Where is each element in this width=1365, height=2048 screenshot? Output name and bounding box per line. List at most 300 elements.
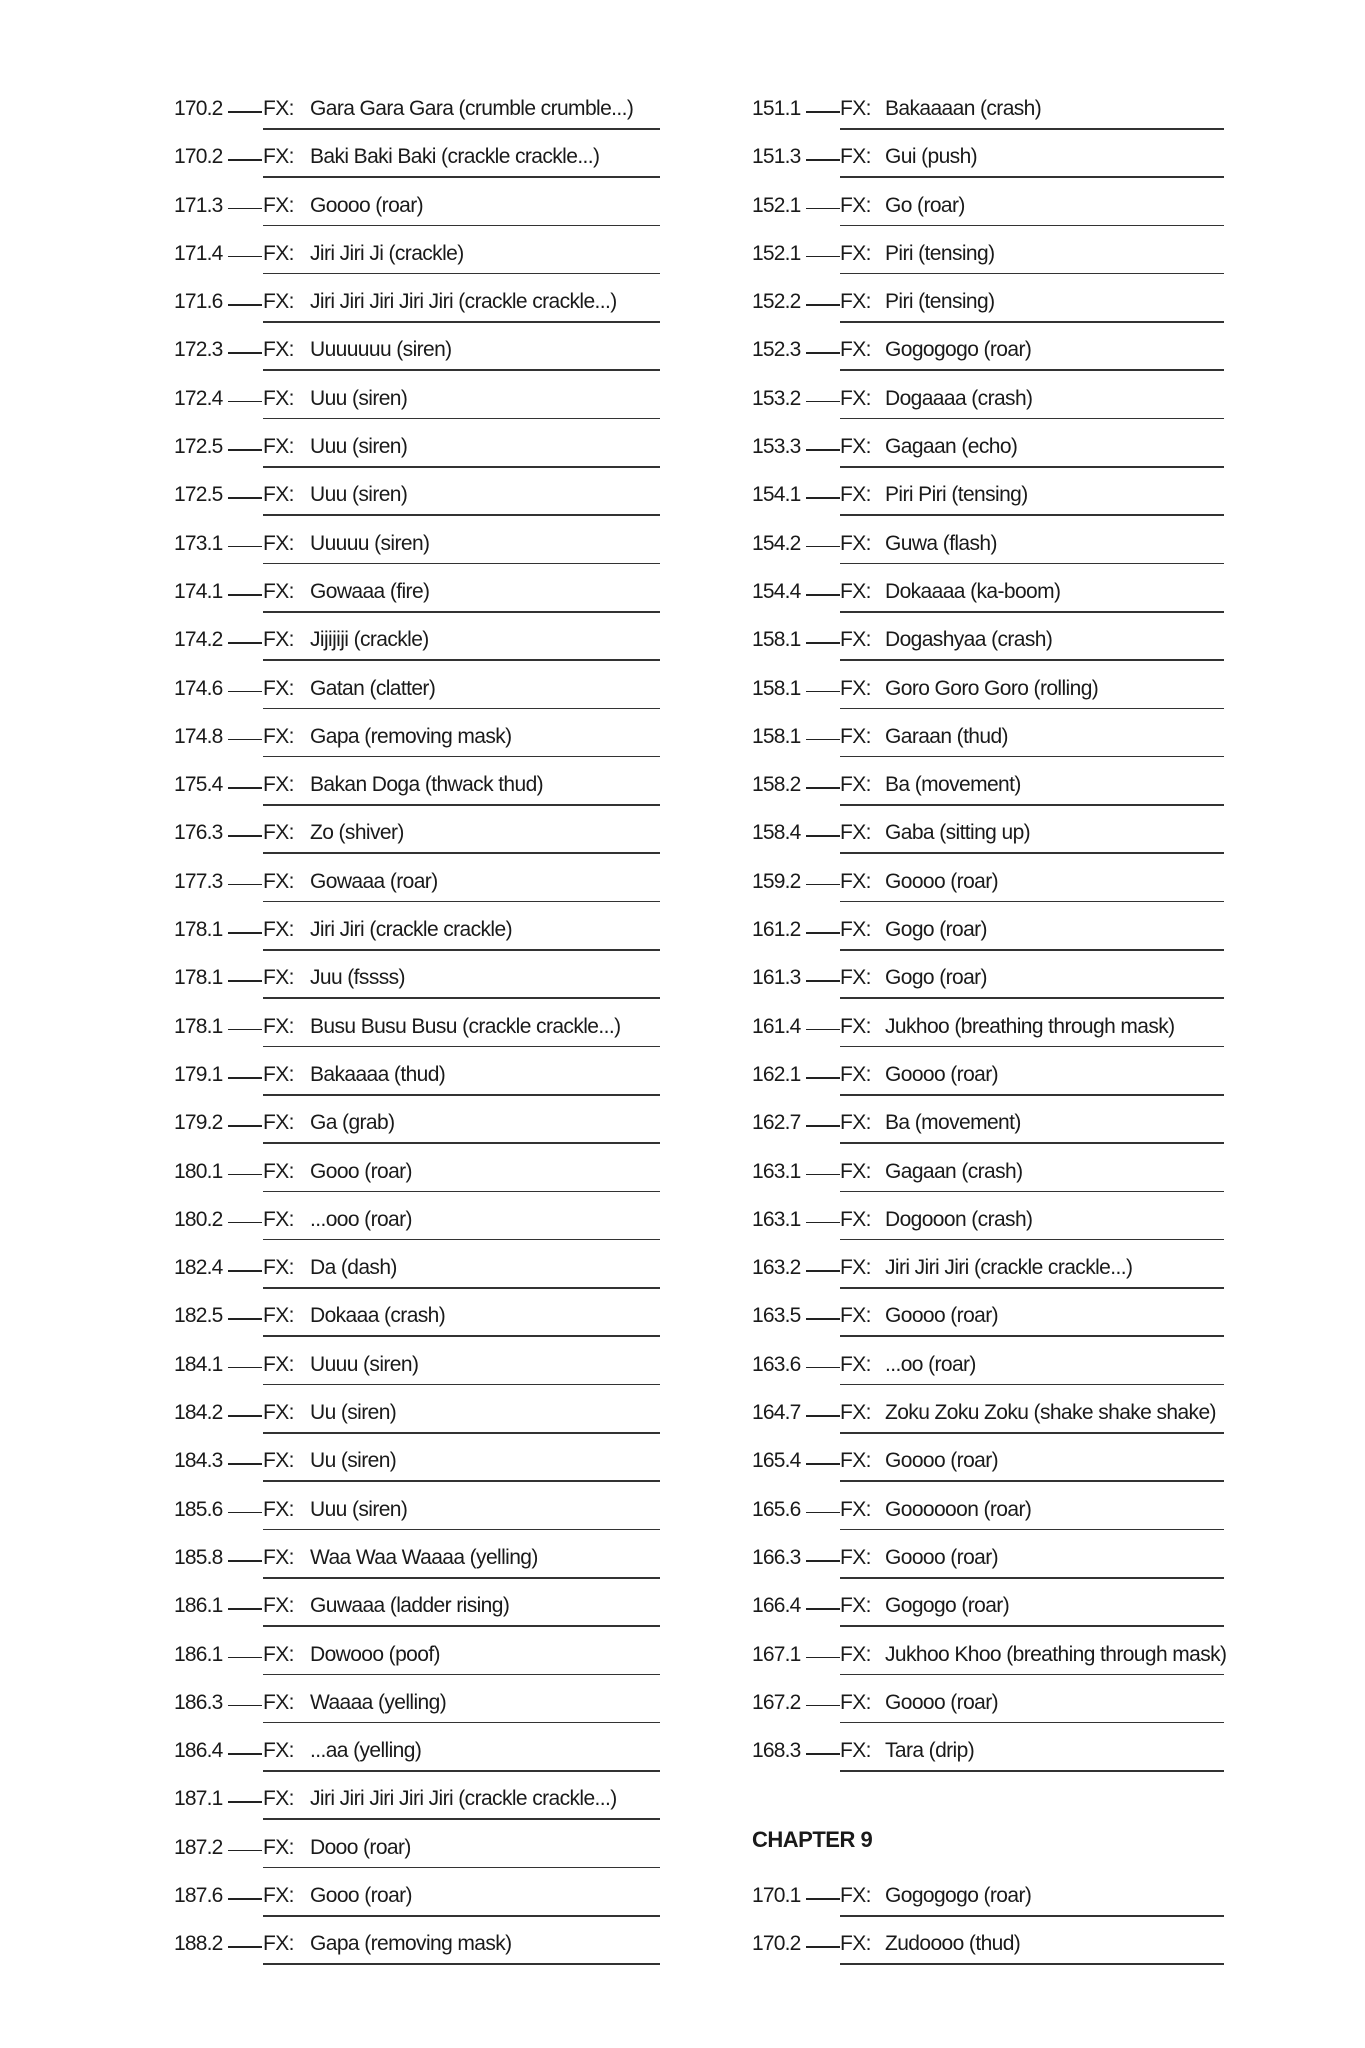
fx-entry-row	[752, 862, 1224, 910]
fx-entry-row	[174, 717, 660, 765]
fx-label: FX:	[840, 435, 871, 459]
panel-reference: 165.6	[752, 1497, 801, 1521]
fx-translation: Gapa (removing mask)	[310, 724, 512, 748]
entry-underline	[840, 128, 1224, 130]
fx-entry-row	[752, 910, 1224, 958]
panel-reference: 161.4	[752, 1014, 801, 1038]
panel-reference: 151.1	[752, 97, 801, 120]
entry-underline	[840, 1335, 1224, 1337]
fx-label: FX:	[840, 193, 871, 217]
fx-translation: Gogogo (roar)	[885, 1594, 1010, 1618]
fx-label: FX:	[840, 1304, 871, 1328]
fx-translation: Jiri Jiri Ji (crackle)	[310, 241, 464, 265]
fx-translation: Waaaa (yelling)	[310, 1690, 447, 1714]
fx-translation: Goooo (roar)	[885, 1545, 999, 1569]
leader-dash	[806, 546, 840, 548]
entry-underline	[263, 1046, 660, 1048]
leader-dash	[806, 1270, 840, 1272]
panel-reference: 182.5	[174, 1304, 223, 1328]
panel-reference: 163.1	[752, 1207, 801, 1231]
fx-entry-row	[174, 427, 660, 475]
fx-label: FX:	[840, 676, 871, 700]
fx-label: FX:	[263, 483, 294, 507]
panel-reference: 185.8	[174, 1545, 223, 1569]
entry-underline	[840, 1191, 1224, 1193]
fx-label: FX:	[263, 869, 294, 893]
fx-translation: Gui (push)	[885, 145, 978, 169]
fx-label: FX:	[840, 1545, 871, 1569]
fx-translation: Uuu (siren)	[310, 1497, 408, 1521]
leader-dash	[228, 835, 262, 837]
fx-entry-row	[752, 958, 1224, 1006]
panel-reference: 163.1	[752, 1159, 801, 1183]
entry-underline	[263, 659, 660, 661]
fx-entry-row	[752, 1103, 1224, 1151]
leader-dash	[228, 594, 262, 596]
fx-label: FX:	[263, 1111, 294, 1135]
leader-dash	[806, 1753, 840, 1755]
panel-reference: 152.2	[752, 290, 801, 314]
fx-label: FX:	[263, 1449, 294, 1473]
fx-translation: Jiri Jiri Jiri (crackle crackle...)	[885, 1256, 1133, 1280]
entry-underline	[840, 1239, 1224, 1241]
fx-label: FX:	[840, 1497, 871, 1521]
leader-dash	[228, 1608, 262, 1610]
fx-translation: Jukhoo (breathing through mask)	[885, 1014, 1175, 1038]
fx-entry-row	[752, 1296, 1224, 1344]
panel-reference: 180.2	[174, 1207, 223, 1231]
leader-dash	[228, 1222, 262, 1224]
leader-dash	[228, 497, 262, 499]
entry-underline	[840, 997, 1224, 999]
fx-label: FX:	[263, 435, 294, 459]
fx-label: FX:	[840, 773, 871, 797]
entry-underline	[840, 514, 1224, 516]
entry-underline	[840, 1094, 1224, 1096]
entry-underline	[840, 225, 1224, 227]
leader-dash	[806, 1029, 840, 1031]
entry-underline	[263, 418, 660, 420]
fx-translation: Gagaan (echo)	[885, 435, 1018, 459]
leader-dash	[228, 352, 262, 354]
fx-label: FX:	[840, 628, 871, 652]
fx-label: FX:	[263, 1883, 294, 1907]
fx-translation: Baki Baki Baki (crackle crackle...)	[310, 145, 600, 169]
entry-underline	[263, 1529, 660, 1531]
fx-entry-row	[174, 1924, 660, 1972]
fx-entry-row	[752, 186, 1224, 234]
entry-underline	[840, 1529, 1224, 1531]
fx-label: FX:	[840, 821, 871, 845]
fx-entry-row	[174, 1200, 660, 1248]
panel-reference: 182.4	[174, 1256, 223, 1280]
leader-dash	[806, 1318, 840, 1320]
entry-underline	[840, 756, 1224, 758]
panel-reference: 165.4	[752, 1449, 801, 1473]
entry-underline	[840, 466, 1224, 468]
leader-dash	[228, 1560, 262, 1562]
panel-reference: 186.4	[174, 1739, 223, 1763]
fx-label: FX:	[840, 1352, 871, 1376]
fx-label: FX:	[263, 918, 294, 942]
leader-dash	[806, 1222, 840, 1224]
panel-reference: 163.6	[752, 1352, 801, 1376]
entry-underline	[263, 1480, 660, 1482]
leader-dash	[228, 642, 262, 644]
leader-dash	[228, 1270, 262, 1272]
entry-underline	[263, 1239, 660, 1241]
fx-label: FX:	[840, 338, 871, 362]
leader-dash	[806, 352, 840, 354]
fx-label: FX:	[840, 1207, 871, 1231]
fx-translation: Jukhoo Khoo (breathing through mask)	[885, 1642, 1227, 1666]
fx-entry-row	[752, 1635, 1227, 1683]
leader-dash	[806, 256, 840, 258]
panel-reference: 154.4	[752, 579, 801, 603]
panel-reference: 166.4	[752, 1594, 801, 1618]
fx-entry-row	[752, 524, 1224, 572]
fx-translation: Gaba (sitting up)	[885, 821, 1031, 845]
fx-label: FX:	[263, 1594, 294, 1618]
panel-reference: 170.2	[174, 97, 223, 120]
entry-underline	[263, 901, 660, 903]
panel-reference: 179.1	[174, 1062, 223, 1086]
fx-translation: Gogogogo (roar)	[885, 1883, 1032, 1907]
fx-translation: Dogashyaa (crash)	[885, 628, 1053, 652]
fx-translation: Gapa (removing mask)	[310, 1932, 512, 1956]
fx-translation: ...ooo (roar)	[310, 1207, 412, 1231]
fx-entry-row	[752, 1152, 1224, 1200]
leader-dash	[228, 1753, 262, 1755]
fx-label: FX:	[263, 1256, 294, 1280]
fx-label: FX:	[263, 579, 294, 603]
panel-reference: 186.1	[174, 1594, 223, 1618]
fx-translation: Gogogogo (roar)	[885, 338, 1032, 362]
fx-label: FX:	[263, 1207, 294, 1231]
fx-label: FX:	[840, 579, 871, 603]
entry-underline	[840, 176, 1224, 178]
fx-translation: Uu (siren)	[310, 1449, 397, 1473]
fx-entry-row	[174, 186, 660, 234]
entry-underline	[263, 225, 660, 227]
fx-translation: Jiri Jiri (crackle crackle)	[310, 918, 512, 942]
leader-dash	[806, 594, 840, 596]
entry-underline	[840, 1046, 1224, 1048]
entry-underline	[840, 1432, 1224, 1434]
fx-label: FX:	[263, 1545, 294, 1569]
fx-translation: Goooooon (roar)	[885, 1497, 1032, 1521]
panel-reference: 187.1	[174, 1787, 223, 1811]
fx-translation: Bakaaaa (thud)	[310, 1062, 446, 1086]
entry-underline	[263, 1094, 660, 1096]
fx-entry-row	[752, 572, 1224, 620]
fx-entry-row	[174, 1441, 660, 1489]
fx-translation: Jiri Jiri Jiri Jiri Jiri (crackle crackle...)	[310, 290, 617, 314]
fx-label: FX:	[840, 1594, 871, 1618]
entry-underline	[840, 852, 1224, 854]
leader-dash	[228, 884, 262, 886]
panel-reference: 158.1	[752, 628, 801, 652]
fx-label: FX:	[840, 1256, 871, 1280]
fx-label: FX:	[840, 483, 871, 507]
fx-translation: Zoku Zoku Zoku (shake shake shake)	[885, 1401, 1216, 1425]
leader-dash	[228, 1415, 262, 1417]
fx-label: FX:	[263, 1739, 294, 1763]
entry-underline	[263, 1867, 660, 1869]
entry-underline	[263, 1191, 660, 1193]
leader-dash	[806, 159, 840, 161]
fx-label: FX:	[263, 1497, 294, 1521]
fx-translation: Gooo (roar)	[310, 1883, 412, 1907]
fx-label: FX:	[840, 1739, 871, 1763]
entry-underline	[263, 1963, 660, 1965]
fx-entry-row	[752, 427, 1224, 475]
leader-dash	[228, 1463, 262, 1465]
leader-dash	[228, 980, 262, 982]
fx-entry-row	[174, 379, 660, 427]
entry-underline	[840, 611, 1224, 613]
fx-entry-row	[752, 1586, 1224, 1634]
leader-dash	[806, 1608, 840, 1610]
entry-underline	[840, 1770, 1224, 1772]
panel-reference: 153.3	[752, 435, 801, 459]
fx-entry-row	[174, 910, 660, 958]
fx-entry-row	[752, 1876, 1224, 1924]
fx-translation: Goooo (roar)	[885, 1449, 999, 1473]
fx-translation: Gogo (roar)	[885, 966, 987, 990]
leader-dash	[228, 1801, 262, 1803]
leader-dash	[806, 1415, 840, 1417]
entry-underline	[840, 1674, 1224, 1676]
panel-reference: 185.6	[174, 1497, 223, 1521]
leader-dash	[228, 691, 262, 693]
panel-reference: 174.2	[174, 628, 223, 652]
fx-translation: Dooo (roar)	[310, 1835, 411, 1859]
entry-underline	[263, 1432, 660, 1434]
entry-underline	[840, 321, 1224, 323]
fx-entry-row	[752, 717, 1224, 765]
panel-reference: 186.3	[174, 1690, 223, 1714]
fx-translation: Goooo (roar)	[885, 1062, 999, 1086]
leader-dash	[806, 1463, 840, 1465]
fx-label: FX:	[263, 628, 294, 652]
fx-translation: Dogooon (crash)	[885, 1207, 1033, 1231]
fx-entry-row	[752, 1441, 1224, 1489]
entry-underline	[263, 1818, 660, 1820]
leader-dash	[228, 1125, 262, 1127]
entry-underline	[263, 997, 660, 999]
fx-translation: Zo (shiver)	[310, 821, 404, 845]
fx-entry-row	[174, 813, 660, 861]
entry-underline	[263, 273, 660, 275]
fx-translation: Da (dash)	[310, 1256, 397, 1280]
fx-entry-row	[174, 1779, 660, 1827]
fx-label: FX:	[840, 1642, 871, 1666]
fx-translation: Uuuuuuu (siren)	[310, 338, 452, 362]
entry-underline	[840, 901, 1224, 903]
fx-translation: Uuuu (siren)	[310, 1352, 419, 1376]
fx-translation: Gatan (clatter)	[310, 676, 436, 700]
fx-entry-row	[174, 137, 660, 185]
fx-label: FX:	[840, 918, 871, 942]
entry-underline	[840, 949, 1224, 951]
chapter-heading-block	[752, 1779, 1224, 1876]
entry-underline	[263, 1287, 660, 1289]
leader-dash	[228, 1850, 262, 1852]
fx-label: FX:	[263, 1304, 294, 1328]
panel-reference: 159.2	[752, 869, 801, 893]
leader-dash	[228, 1029, 262, 1031]
panel-reference: 164.7	[752, 1401, 801, 1425]
entry-underline	[840, 1963, 1224, 1965]
fx-label: FX:	[840, 386, 871, 410]
panel-reference: 187.2	[174, 1835, 223, 1859]
fx-entry-row	[174, 330, 660, 378]
fx-label: FX:	[263, 145, 294, 169]
right-column	[752, 89, 1227, 1973]
panel-reference: 158.1	[752, 676, 801, 700]
fx-translation: Uuu (siren)	[310, 483, 408, 507]
leader-dash	[806, 1367, 840, 1369]
fx-entry-row	[752, 379, 1224, 427]
entry-underline	[263, 1915, 660, 1917]
panel-reference: 151.3	[752, 145, 801, 169]
fx-entry-row	[752, 1200, 1224, 1248]
fx-label: FX:	[263, 1014, 294, 1038]
fx-label: FX:	[840, 1111, 871, 1135]
leader-dash	[228, 159, 262, 161]
entry-underline	[263, 1625, 660, 1627]
fx-translation: Gogo (roar)	[885, 918, 987, 942]
leader-dash	[228, 1318, 262, 1320]
fx-label: FX:	[840, 1014, 871, 1038]
leader-dash	[806, 111, 840, 113]
fx-label: FX:	[263, 97, 294, 120]
leader-dash	[228, 546, 262, 548]
fx-entry-row	[174, 1296, 660, 1344]
entry-underline	[840, 1287, 1224, 1289]
leader-dash	[228, 1077, 262, 1079]
fx-translation: Zudoooo (thud)	[885, 1932, 1021, 1956]
fx-entry-row	[752, 1345, 1224, 1393]
panel-reference: 154.1	[752, 483, 801, 507]
entry-underline	[840, 1577, 1224, 1579]
fx-entry-row	[174, 1635, 660, 1683]
fx-label: FX:	[840, 1449, 871, 1473]
panel-reference: 158.2	[752, 773, 801, 797]
leader-dash	[228, 1898, 262, 1900]
entry-underline	[840, 804, 1224, 806]
fx-translation: Dokaaa (crash)	[310, 1304, 446, 1328]
panel-reference: 152.3	[752, 338, 801, 362]
fx-entry-row	[174, 89, 660, 137]
entry-underline	[840, 1915, 1224, 1917]
fx-entry-row	[174, 958, 660, 1006]
fx-label: FX:	[263, 966, 294, 990]
fx-label: FX:	[263, 1352, 294, 1376]
fx-entry-row	[174, 1007, 660, 1055]
fx-translation: Busu Busu Busu (crackle crackle...)	[310, 1014, 621, 1038]
fx-label: FX:	[263, 193, 294, 217]
fx-label: FX:	[263, 1690, 294, 1714]
fx-label: FX:	[263, 1062, 294, 1086]
fx-translation: Waa Waa Waaaa (yelling)	[310, 1545, 538, 1569]
panel-reference: 178.1	[174, 1014, 223, 1038]
panel-reference: 173.1	[174, 531, 223, 555]
fx-entry-row	[174, 572, 660, 620]
fx-translation: Gowaaa (fire)	[310, 579, 430, 603]
fx-entry-row	[752, 234, 1224, 282]
fx-entry-row	[174, 1103, 660, 1151]
fx-entry-row	[174, 765, 660, 813]
fx-entry-row	[174, 282, 660, 330]
panel-reference: 162.7	[752, 1111, 801, 1135]
fx-label: FX:	[840, 869, 871, 893]
panel-reference: 152.1	[752, 241, 801, 265]
entry-underline	[840, 1722, 1224, 1724]
fx-entry-row	[174, 669, 660, 717]
fx-entry-row	[752, 1007, 1224, 1055]
fx-label: FX:	[263, 1932, 294, 1956]
leader-dash	[228, 1705, 262, 1707]
leader-dash	[806, 980, 840, 982]
fx-entry-row	[174, 1152, 660, 1200]
fx-entry-row	[752, 813, 1224, 861]
panel-reference: 153.2	[752, 386, 801, 410]
leader-dash	[806, 1125, 840, 1127]
fx-label: FX:	[263, 1787, 294, 1811]
entry-underline	[840, 708, 1224, 710]
fx-label: FX:	[840, 1932, 871, 1956]
fx-translation: Ba (movement)	[885, 1111, 1021, 1135]
leader-dash	[228, 739, 262, 741]
leader-dash	[806, 835, 840, 837]
leader-dash	[806, 1174, 840, 1176]
fx-translation: Gagaan (crash)	[885, 1159, 1023, 1183]
leader-dash	[228, 1174, 262, 1176]
fx-label: FX:	[840, 290, 871, 314]
leader-dash	[806, 1898, 840, 1900]
fx-entry-row	[174, 234, 660, 282]
fx-translation: Bakan Doga (thwack thud)	[310, 773, 544, 797]
fx-label: FX:	[263, 724, 294, 748]
entry-underline	[263, 1722, 660, 1724]
leader-dash	[806, 1946, 840, 1948]
entry-underline	[263, 514, 660, 516]
panel-reference: 171.3	[174, 193, 223, 217]
fx-entry-row	[752, 620, 1224, 668]
fx-label: FX:	[840, 145, 871, 169]
panel-reference: 174.8	[174, 724, 223, 748]
panel-reference: 152.1	[752, 193, 801, 217]
entry-underline	[263, 1674, 660, 1676]
entry-underline	[263, 1142, 660, 1144]
panel-reference: 170.1	[752, 1883, 801, 1907]
leader-dash	[806, 208, 840, 210]
entry-underline	[263, 1335, 660, 1337]
panel-reference: 172.5	[174, 435, 223, 459]
leader-dash	[806, 739, 840, 741]
panel-reference: 186.1	[174, 1642, 223, 1666]
entry-underline	[263, 852, 660, 854]
fx-translation: Uu (siren)	[310, 1401, 397, 1425]
fx-translation: Tara (drip)	[885, 1739, 975, 1763]
entry-underline	[263, 369, 660, 371]
fx-translation: Goro Goro Goro (rolling)	[885, 676, 1099, 700]
fx-label: FX:	[840, 1159, 871, 1183]
leader-dash	[806, 1657, 840, 1659]
fx-entry-row	[752, 282, 1224, 330]
